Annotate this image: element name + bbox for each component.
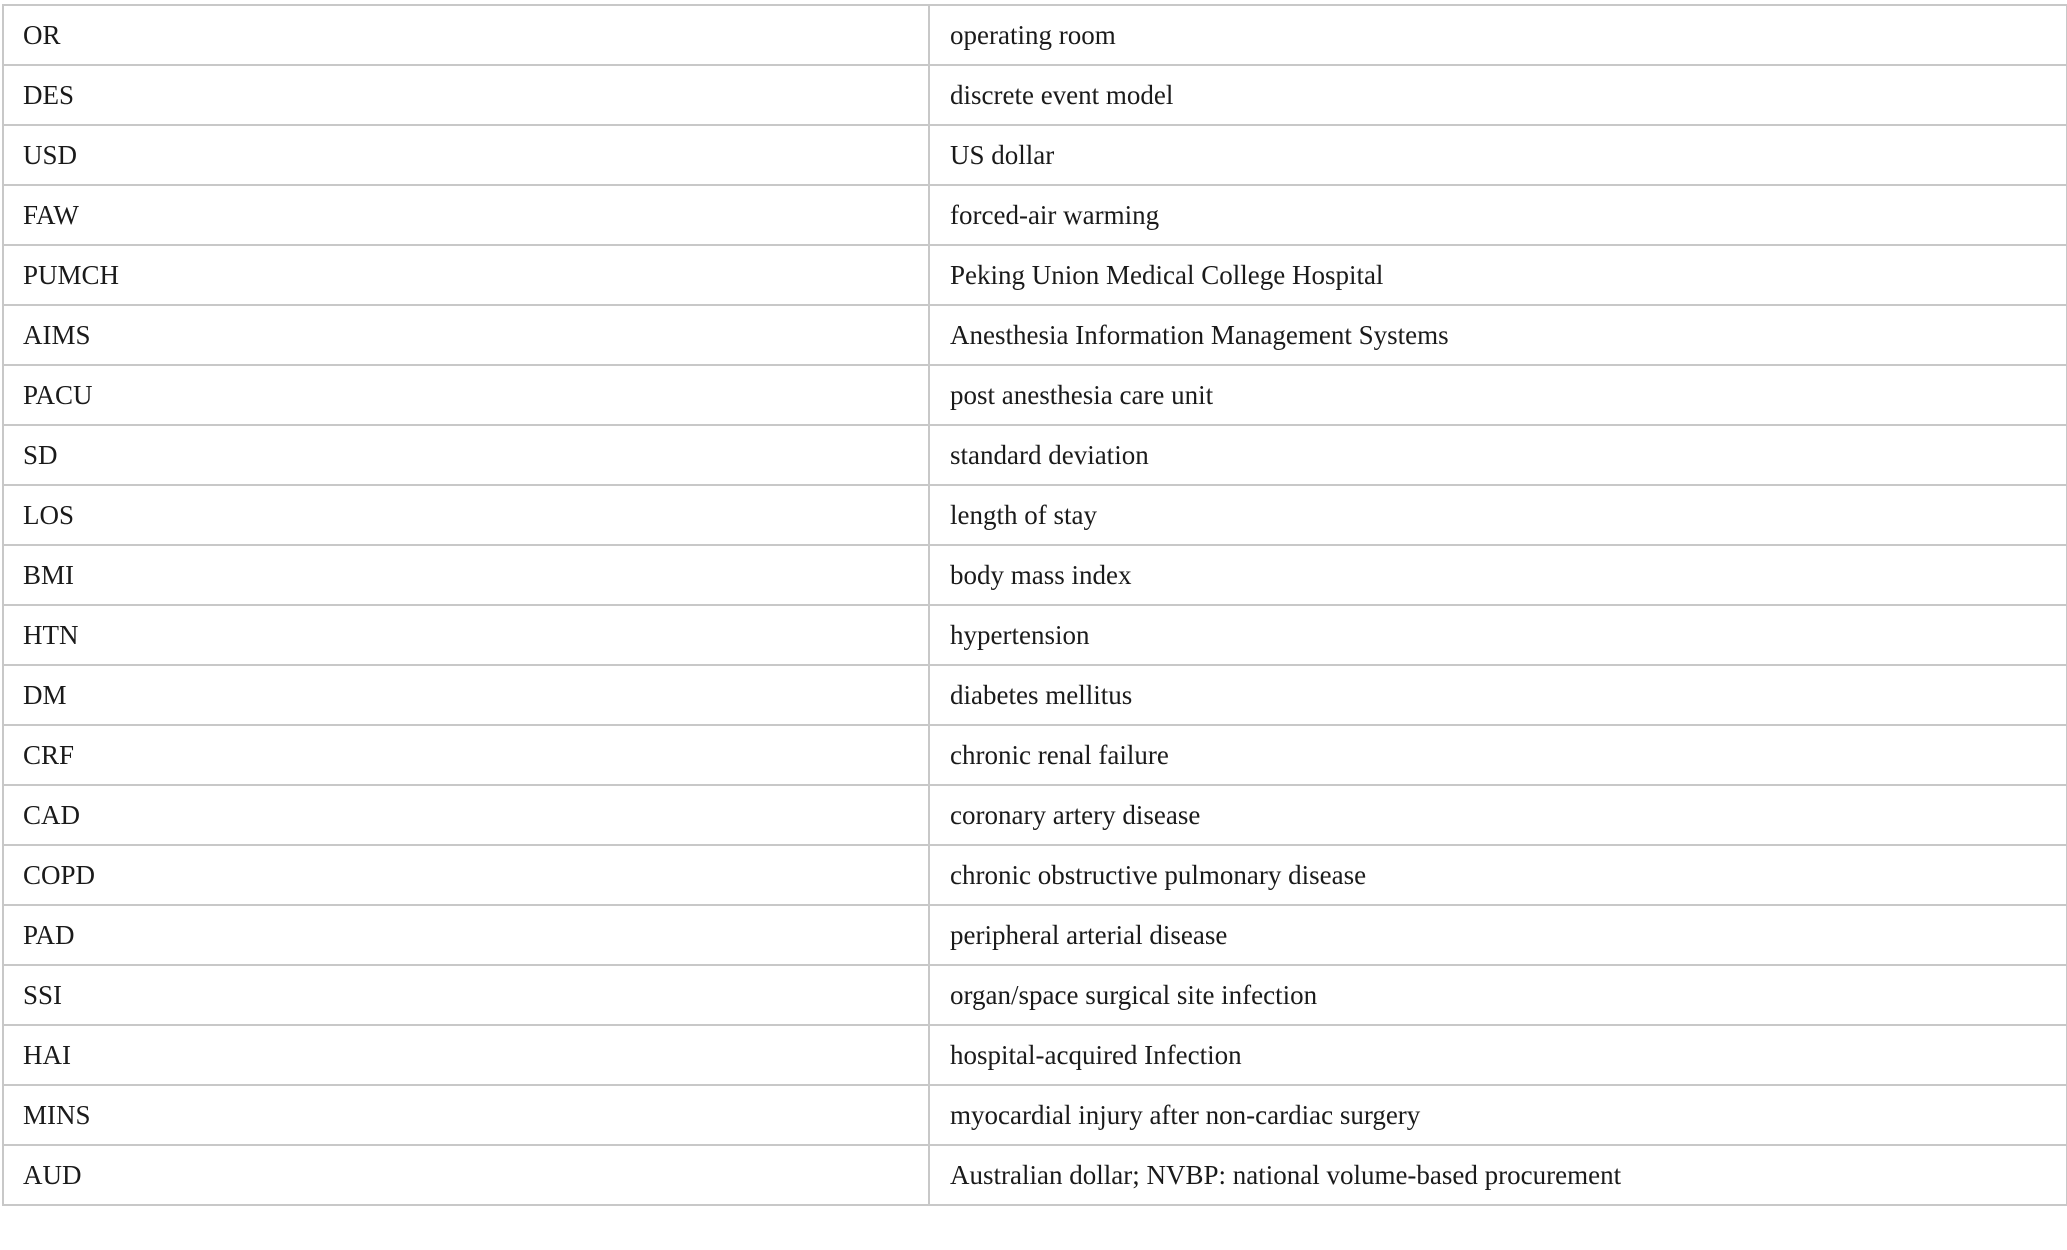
table-row [3, 5, 2067, 65]
definition-cell: myocardial injury after non-cardiac surgery [929, 1085, 2067, 1145]
table-row [3, 965, 2067, 1025]
abbreviation-cell: DES [3, 65, 929, 125]
table-row [3, 1025, 2067, 1085]
table-row [3, 605, 2067, 665]
table-row [3, 125, 2067, 185]
table-row [3, 305, 2067, 365]
table-row [3, 425, 2067, 485]
definition-cell: length of stay [929, 485, 2067, 545]
definition-cell: forced-air warming [929, 185, 2067, 245]
abbreviations-table-body [3, 5, 2067, 1205]
definition-cell: Australian dollar; NVBP: national volume-based procurement [929, 1145, 2067, 1205]
abbreviation-cell: HTN [3, 605, 929, 665]
definition-cell: operating room [929, 5, 2067, 65]
table-row [3, 245, 2067, 305]
table-row [3, 665, 2067, 725]
abbreviation-cell: MINS [3, 1085, 929, 1145]
abbreviation-cell: LOS [3, 485, 929, 545]
definition-cell: hospital-acquired Infection [929, 1025, 2067, 1085]
table-row [3, 185, 2067, 245]
abbreviation-cell: CAD [3, 785, 929, 845]
abbreviations-table [2, 4, 2067, 1206]
definition-cell: US dollar [929, 125, 2067, 185]
definition-cell: Anesthesia Information Management Systems [929, 305, 2067, 365]
abbreviation-cell: SD [3, 425, 929, 485]
table-row [3, 65, 2067, 125]
table-row [3, 845, 2067, 905]
definition-cell: organ/space surgical site infection [929, 965, 2067, 1025]
table-row [3, 785, 2067, 845]
abbreviation-cell: PUMCH [3, 245, 929, 305]
abbreviation-cell: COPD [3, 845, 929, 905]
abbreviation-cell: CRF [3, 725, 929, 785]
definition-cell: hypertension [929, 605, 2067, 665]
definition-cell: Peking Union Medical College Hospital [929, 245, 2067, 305]
table-row [3, 365, 2067, 425]
table-row [3, 485, 2067, 545]
abbreviation-cell: HAI [3, 1025, 929, 1085]
definition-cell: coronary artery disease [929, 785, 2067, 845]
table-row [3, 905, 2067, 965]
table-row [3, 1145, 2067, 1205]
table-row [3, 545, 2067, 605]
abbreviation-cell: DM [3, 665, 929, 725]
abbreviation-cell: OR [3, 5, 929, 65]
definition-cell: body mass index [929, 545, 2067, 605]
abbreviation-cell: BMI [3, 545, 929, 605]
definition-cell: discrete event model [929, 65, 2067, 125]
definition-cell: peripheral arterial disease [929, 905, 2067, 965]
abbreviation-cell: USD [3, 125, 929, 185]
abbreviation-cell: PAD [3, 905, 929, 965]
abbreviation-cell: FAW [3, 185, 929, 245]
definition-cell: diabetes mellitus [929, 665, 2067, 725]
definition-cell: chronic renal failure [929, 725, 2067, 785]
abbreviation-cell: PACU [3, 365, 929, 425]
abbreviation-cell: AIMS [3, 305, 929, 365]
table-row [3, 1085, 2067, 1145]
table-row [3, 725, 2067, 785]
abbreviation-cell: SSI [3, 965, 929, 1025]
definition-cell: chronic obstructive pulmonary disease [929, 845, 2067, 905]
abbreviation-cell: AUD [3, 1145, 929, 1205]
definition-cell: post anesthesia care unit [929, 365, 2067, 425]
definition-cell: standard deviation [929, 425, 2067, 485]
